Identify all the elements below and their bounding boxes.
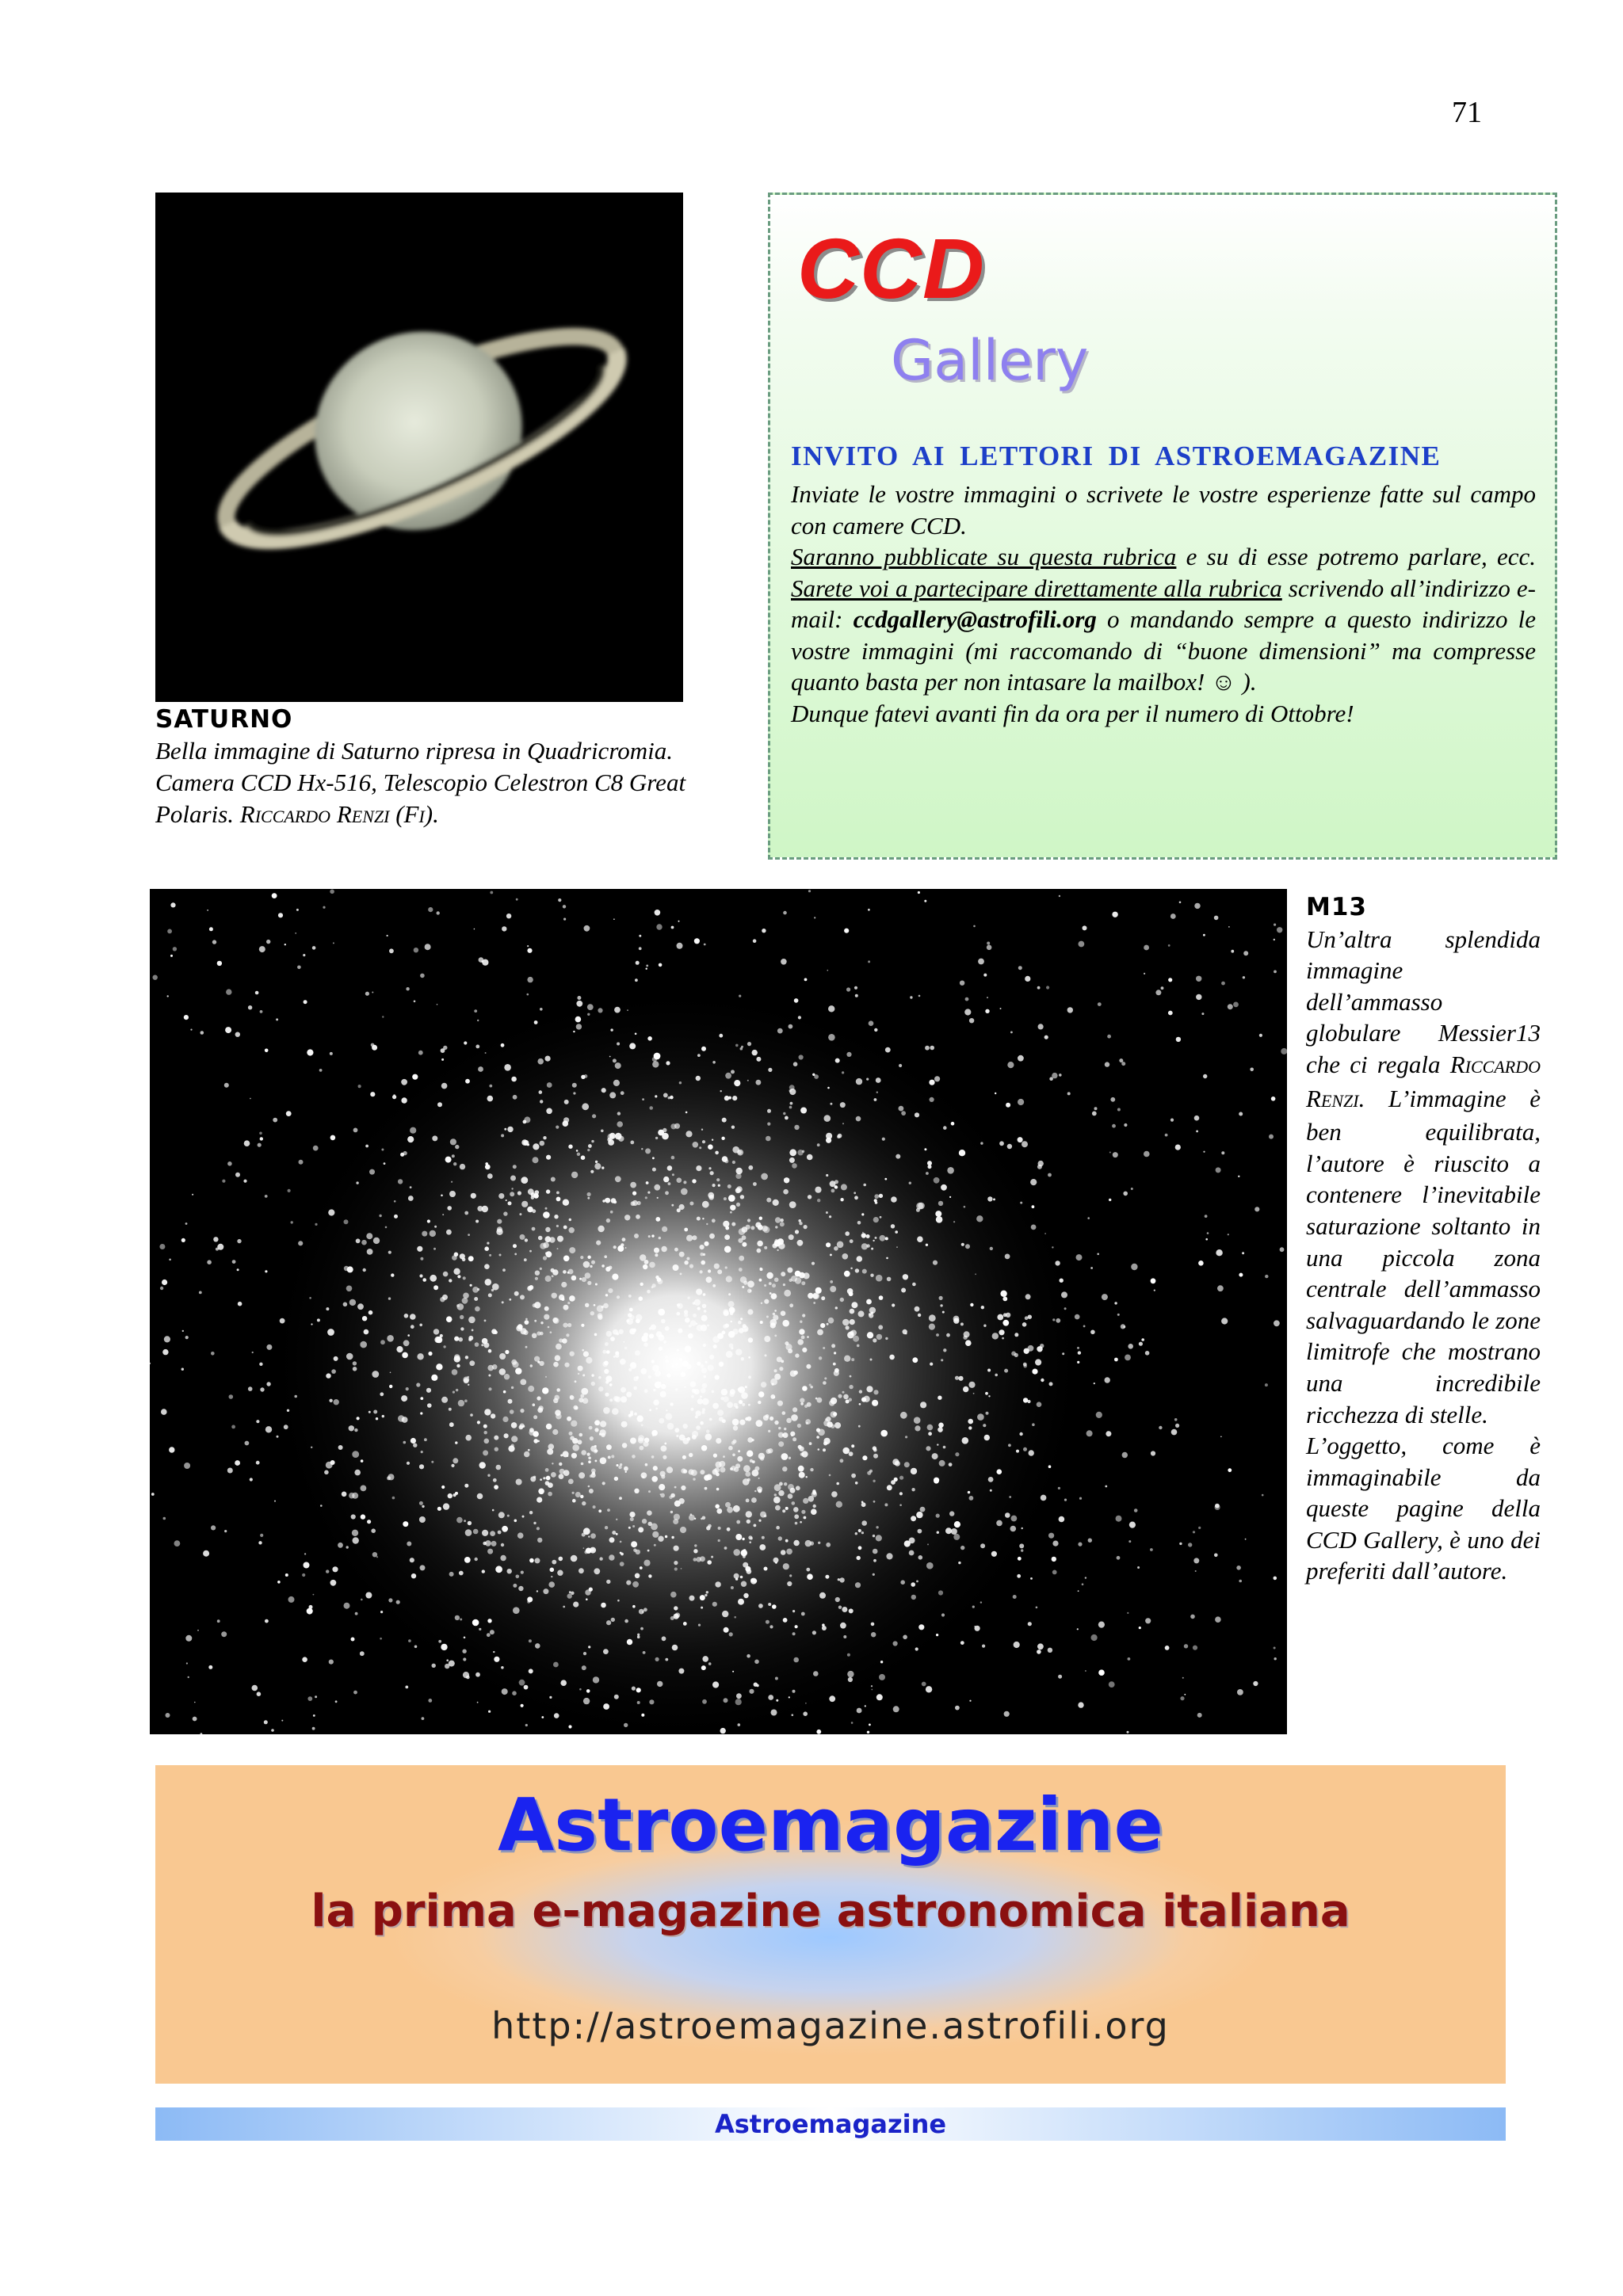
m13-paragraph-2: L’oggetto, come è immaginabile da queste pagine della CCD Gallery, è uno dei preferiti dall’autore.: [1306, 1432, 1541, 1585]
saturn-caption: [155, 704, 742, 833]
saturn-title: SATURNO: [155, 705, 293, 734]
email-link[interactable]: ccdgallery@astrofili.org: [853, 605, 1097, 633]
gallery-subtitle: Gallery: [891, 328, 1089, 393]
ccd-gallery-box: [768, 193, 1557, 860]
invito-body: [791, 479, 1536, 729]
banner-title: Astroemagazine: [498, 1783, 1163, 1867]
banner-url-link[interactable]: http://astroemagazine.astrofili.org: [491, 2004, 1170, 2047]
invito-paragraph-3: Dunque fatevi avanti fin da ora per il numero di Ottobre!: [791, 699, 1354, 727]
saturn-description: [155, 735, 742, 833]
saturn-photo: [155, 193, 683, 702]
m13-photo: [150, 889, 1287, 1734]
m13-caption: [1306, 892, 1541, 1587]
m13-title: M13: [1306, 893, 1367, 921]
m13-paragraph-1: Un’altra splendida immagine dell’ammasso globulare Messier13 che ci regala RICCARDO RENZI. L’immagine è ben equilibrata, l’autore è riuscito a contenere l’inevitabile saturazione soltanto in una piccola zona centrale dell’ammasso salvaguardando le zone limitrofe che mostrano una incredibile ricchezza di stelle.: [1306, 925, 1541, 1428]
footer-label: Astroemagazine: [714, 2109, 947, 2139]
page-number: 71: [1452, 96, 1482, 129]
saturn-text: Bella immagine di Saturno ripresa in Quadricromia. Camera CCD Hx-516, Telescopio Celestron C8 Great Polaris.: [155, 737, 686, 828]
invito-paragraph-1: Inviate le vostre immagini o scrivete le vostre esperienze fatte sul campo con camere CCD.: [791, 480, 1536, 540]
banner-subtitle: la prima e-magazine astronomica italiana: [311, 1886, 1350, 1937]
invito-paragraph-2: Saranno pubblicate su questa rubrica e su di esse potremo parlare, ecc. Sarete voi a partecipare direttamente alla rubrica scrivendo all’indirizzo e-mail: ccdgallery@astrofili.org o mandando sempre a questo indirizzo le vostre immagini (mi raccomando di “buone dimensioni” ma compresse quanto basta per non intasare la mailbox! ☺ ).: [791, 543, 1537, 696]
invito-heading: INVITO AI LETTORI DI ASTROEMAGAZINE: [791, 441, 1442, 471]
footer-bar: [155, 2107, 1506, 2141]
astroemagazine-banner[interactable]: [155, 1765, 1506, 2084]
ccd-title: CCD: [797, 220, 985, 316]
saturn-author: RICCARDO RENZI (FI).: [239, 800, 439, 828]
